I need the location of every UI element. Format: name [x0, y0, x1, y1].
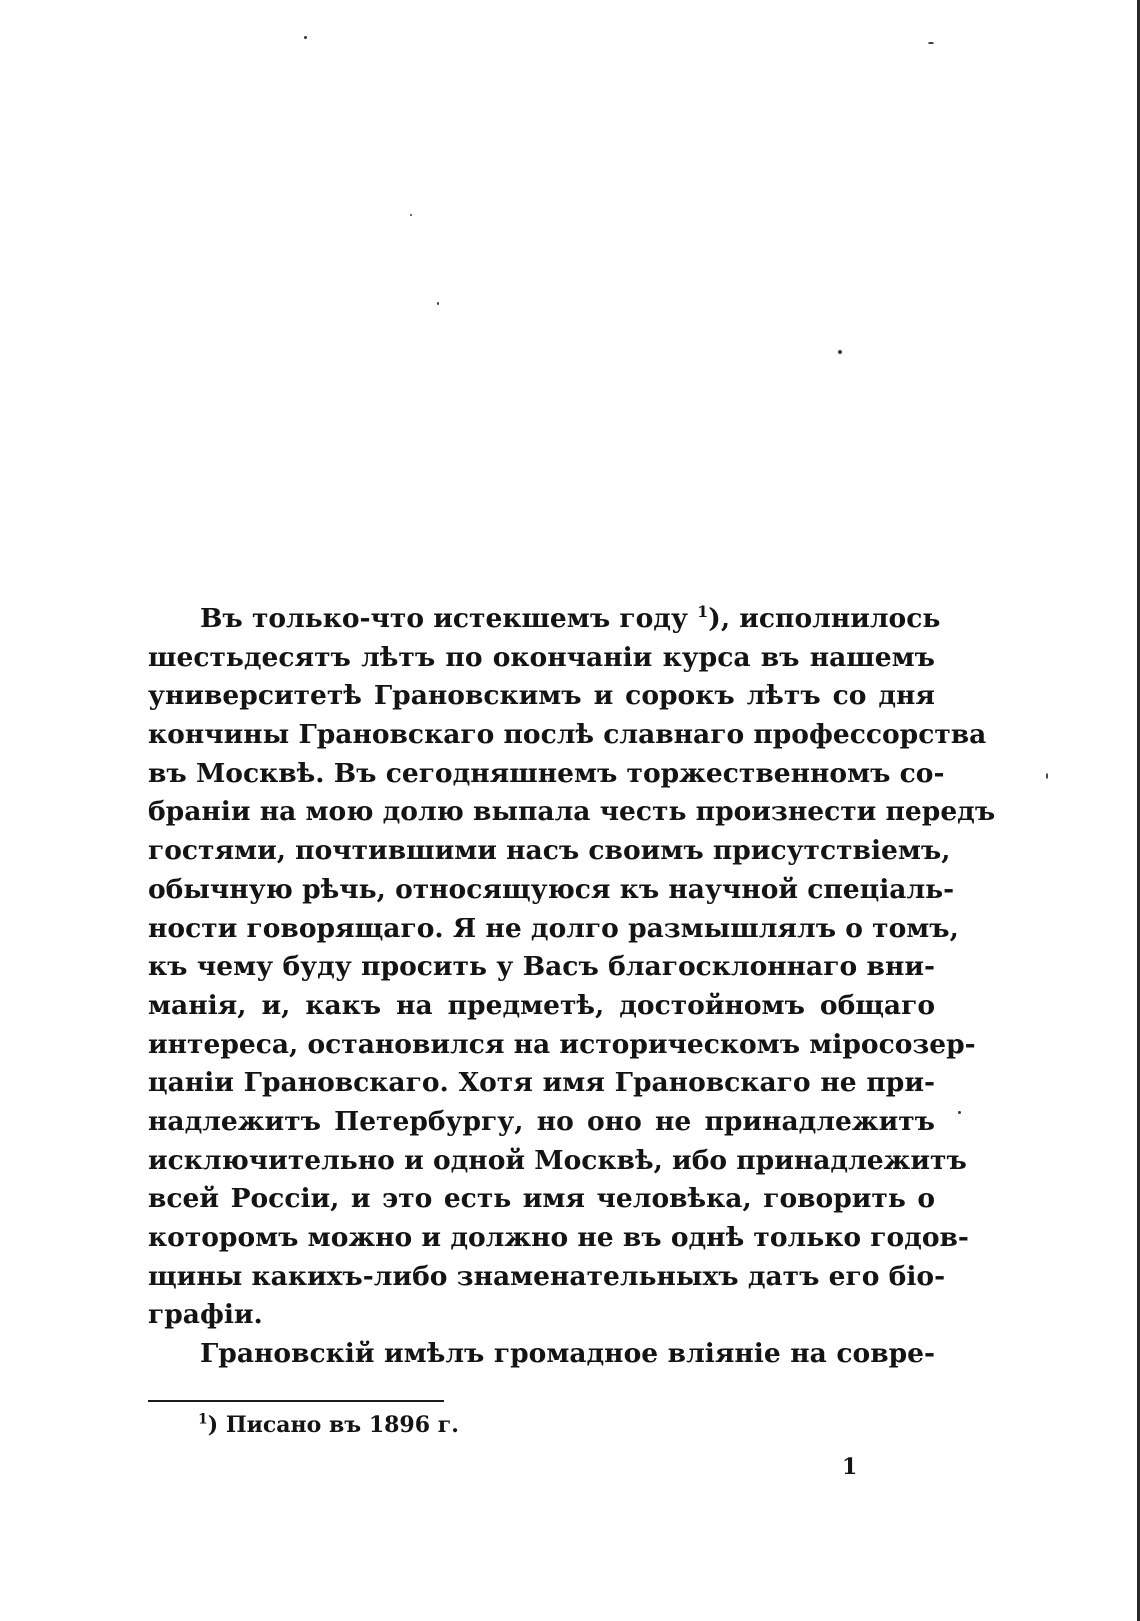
text-line-3: университетѣ Грановскимъ и сорокъ лѣтъ со дня — [148, 680, 935, 712]
text-line-2: шестьдесятъ лѣтъ по окончаніи курса въ нашемъ — [148, 641, 935, 673]
text-line-7: гостями, почтившими насъ своимъ присутствіемъ, — [148, 835, 951, 867]
text-line-15: исключительно и одной Москвѣ, ибо принадлежитъ — [148, 1144, 967, 1176]
scan-speck — [1046, 773, 1048, 779]
text-line-16: всей Россіи, и это есть имя человѣка, говорить о — [148, 1183, 935, 1215]
text-line-5: въ Москвѣ. Въ сегодняшнемъ торжественномъ со- — [148, 757, 945, 789]
text-line-13: цаніи Грановскаго. Хотя имя Грановскаго не при- — [148, 1067, 935, 1099]
text-line-6: браніи на мою долю выпала честь произнести передъ — [148, 796, 996, 828]
text-line-20: Грановскій имѣлъ громадное вліяніе на совре- — [200, 1338, 935, 1370]
scan-speck — [928, 42, 934, 44]
footnote-reference: 1 — [697, 602, 709, 622]
body-text — [148, 600, 996, 1374]
text-line-8: обычную рѣчь, относящуюся къ научной спеціаль- — [148, 873, 955, 905]
scan-speck — [838, 350, 842, 354]
footnote — [198, 1410, 459, 1440]
text-line-4: кончины Грановскаго послѣ славнаго профессорства — [148, 719, 987, 751]
text-line-1: Въ только-что истекшемъ году $^1$), исполнилось — [200, 602, 941, 634]
text-line-10: къ чему буду просить у Васъ благосклоннаго вни- — [148, 951, 935, 983]
text-line-18: щины какихъ-либо знаменательныхъ датъ его біо- — [148, 1260, 946, 1292]
footnote-text: ) Писано въ 1896 г. — [207, 1412, 459, 1438]
text-line-12: интереса, остановился на историческомъ міросозер- — [148, 1028, 976, 1060]
text-line-17: которомъ можно и должно не въ однѣ только годов- — [148, 1222, 969, 1253]
text-line-19: графіи. — [148, 1299, 263, 1331]
page-number: 1 — [842, 1454, 858, 1480]
text-line-14: надлежитъ Петербургу, но оно не принадлежитъ — [148, 1105, 935, 1137]
footnote-divider — [148, 1400, 444, 1402]
text-line-9: ности говорящаго. Я не долго размышлялъ о томъ, — [148, 912, 959, 944]
text-line-11: манія, и, какъ на предметѣ, достойномъ общаго — [148, 989, 935, 1021]
footnote-marker: 1 — [198, 1411, 208, 1428]
scan-speck — [410, 214, 412, 216]
scan-speck — [437, 302, 439, 305]
scan-speck — [304, 36, 307, 39]
scan-speck — [958, 1111, 961, 1114]
